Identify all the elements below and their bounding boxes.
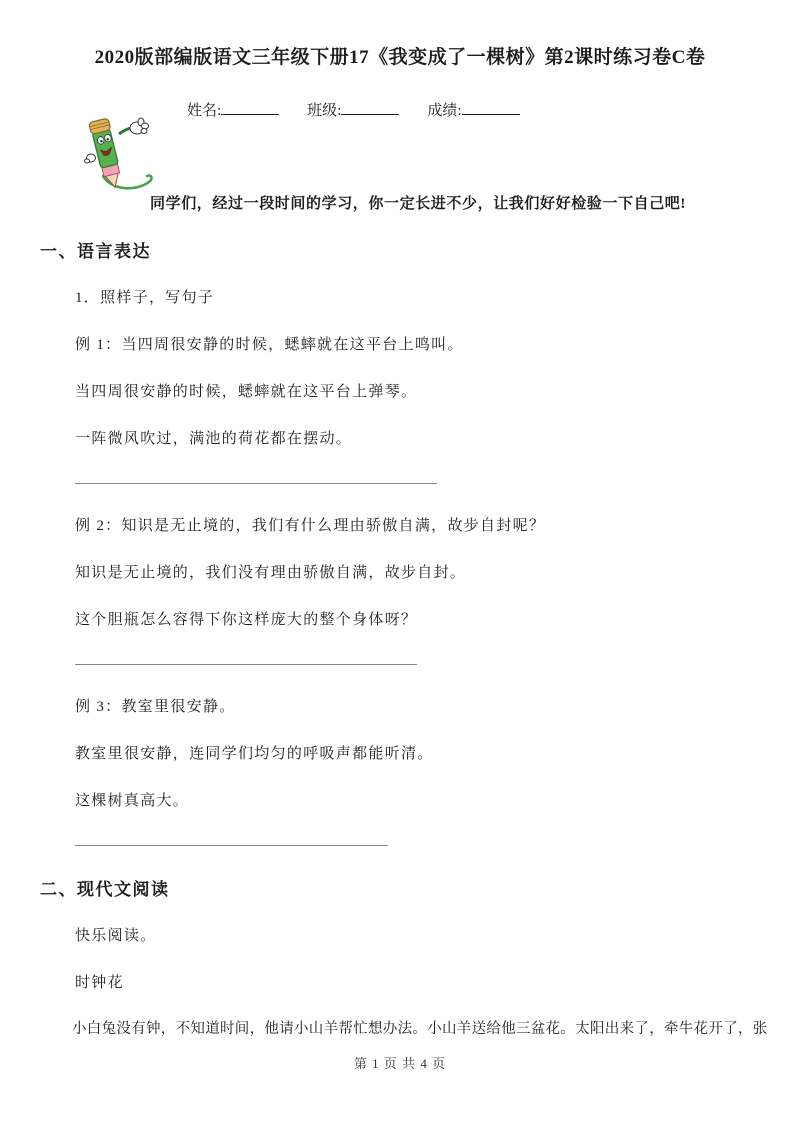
class-field — [307, 100, 399, 121]
name-field — [187, 100, 279, 121]
header-fields — [187, 100, 800, 121]
section-2-heading: 二、现代文阅读 — [40, 880, 170, 899]
score-field — [427, 100, 519, 121]
name-field-label: 姓名: — [187, 103, 222, 119]
question-1: 1．照样子，写句子 — [75, 290, 215, 306]
score-field-blank[interactable] — [462, 100, 520, 115]
passage-text: 小白兔没有钟，不知道时间，他请小山羊帮忙想办法。小山羊送给他三盆花。太阳出来了，牵牛花开了，张 — [72, 1021, 768, 1037]
name-field-blank[interactable] — [221, 100, 279, 115]
example-3-rewrite: 教室里很安静，连同学们均匀的呼吸声都能听清。 — [75, 746, 434, 762]
exercise-3-prompt: 这棵树真高大。 — [75, 793, 190, 809]
score-field-label: 成绩: — [427, 103, 462, 119]
answer-blank-2[interactable] — [75, 664, 417, 665]
pencil-mascot-icon — [73, 116, 163, 196]
answer-blank-3[interactable] — [75, 845, 388, 846]
exercise-2-prompt: 这个胆瓶怎么容得下你这样庞大的整个身体呀？ — [75, 612, 418, 628]
reading-instruction: 快乐阅读。 — [75, 928, 157, 944]
passage-title: 时钟花 — [75, 975, 124, 991]
example-2-rewrite: 知识是无止境的，我们没有理由骄傲自满，故步自封。 — [75, 565, 467, 581]
answer-blank-1[interactable] — [75, 483, 437, 484]
example-2-model: 例 2：知识是无止境的，我们有什么理由骄傲自满，故步自封呢？ — [75, 518, 546, 534]
greeting-text: 同学们，经过一段时间的学习，你一定长进不少，让我们好好检验一下自己吧! — [150, 196, 686, 212]
class-field-label: 班级: — [307, 103, 342, 119]
page-number: 第 1 页 共 4 页 — [353, 1056, 447, 1071]
example-1-model: 例 1：当四周很安静的时候，蟋蟀就在这平台上鸣叫。 — [75, 337, 464, 353]
example-1-rewrite: 当四周很安静的时候，蟋蟀就在这平台上弹琴。 — [75, 384, 418, 400]
exercise-1-prompt: 一阵微风吹过，满池的荷花都在摆动。 — [75, 431, 353, 447]
class-field-blank[interactable] — [341, 100, 399, 115]
section-1-heading: 一、语言表达 — [40, 242, 151, 261]
document-title: 2020版部编版语文三年级下册17《我变成了一棵树》第2课时练习卷C卷 — [94, 47, 706, 68]
example-3-model: 例 3：教室里很安静。 — [75, 699, 236, 715]
